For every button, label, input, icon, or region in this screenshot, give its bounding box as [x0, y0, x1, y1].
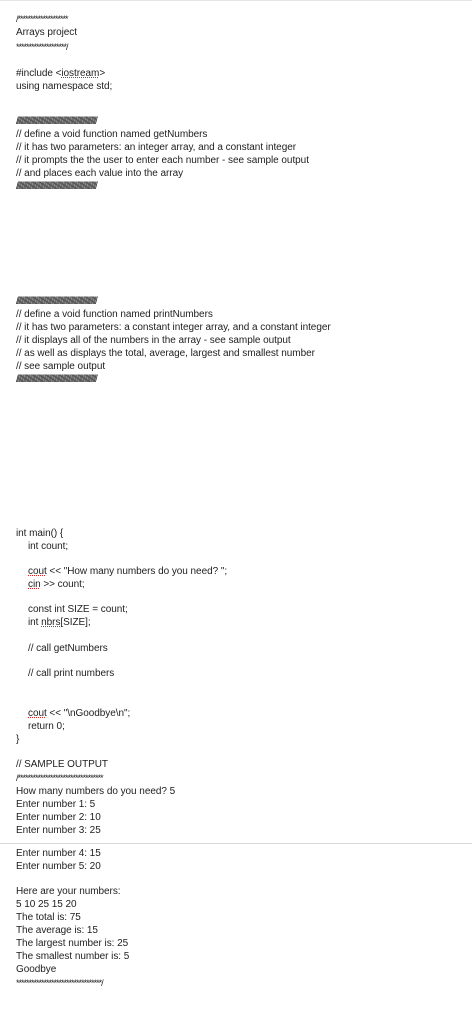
- print-block-line: // see sample output: [16, 361, 106, 372]
- call-get-comment: // call getNumbers: [28, 643, 108, 654]
- const-size-line: const int SIZE = count;: [28, 604, 128, 615]
- sample-close-comment: **********************************/: [16, 978, 103, 988]
- cin-keyword: cin: [28, 579, 41, 590]
- cout-keyword: cout: [28, 566, 47, 577]
- call-print-comment: // call print numbers: [28, 668, 115, 679]
- sample-line: The total is: 75: [16, 912, 81, 923]
- sample-line: The largest number is: 25: [16, 938, 129, 949]
- cout-keyword: cout: [28, 708, 47, 719]
- print-block-divider-top: ////////////////////////////////////////////////////////////////////: [16, 296, 97, 307]
- get-block-line: // define a void function named getNumbers: [16, 129, 208, 140]
- sample-line: The average is: 15: [16, 925, 98, 936]
- sample-line: Here are your numbers:: [16, 886, 121, 897]
- print-block-line: // as well as displays the total, average, largest and smallest number: [16, 348, 315, 359]
- nbrs-word: nbrs: [41, 617, 61, 628]
- count-declaration: int count;: [28, 541, 69, 552]
- main-signature: int main() {: [16, 528, 64, 539]
- get-block-line: // and places each value into the array: [16, 168, 184, 179]
- include-prefix: #include <: [16, 68, 62, 79]
- sample-line: Goodbye: [16, 964, 57, 975]
- print-block-line: // it has two parameters: a constant integer array, and a constant integer: [16, 322, 331, 333]
- nbrs-declaration: [28, 617, 91, 629]
- sample-line: The smallest number is: 5: [16, 951, 130, 962]
- sample-line: Enter number 2: 10: [16, 812, 101, 823]
- cout-goodbye-text: << "\nGoodbye\n";: [46, 708, 131, 719]
- header-title: Arrays project: [16, 27, 77, 38]
- sample-line: Enter number 4: 15: [16, 848, 101, 859]
- sample-line: Enter number 5: 20: [16, 861, 101, 872]
- page-break-divider: [0, 843, 472, 844]
- sample-line: How many numbers do you need? 5: [16, 786, 176, 797]
- get-block-line: // it has two parameters: an integer array, and a constant integer: [16, 142, 297, 153]
- print-block-line: // it displays all of the numbers in the array - see sample output: [16, 335, 291, 346]
- cout-prompt-text: << "How many numbers do you need? ";: [46, 566, 228, 577]
- sample-line: Enter number 3: 25: [16, 825, 101, 836]
- cin-text: >> count;: [40, 579, 85, 590]
- header-open-comment: /********************: [16, 14, 68, 24]
- namespace-line: using namespace std;: [16, 81, 113, 92]
- sample-output-heading: // SAMPLE OUTPUT: [16, 759, 108, 770]
- include-lib: iostream: [61, 68, 100, 79]
- nbrs-prefix: int: [28, 617, 42, 628]
- include-suffix: >: [99, 68, 106, 79]
- get-block-divider-top: ////////////////////////////////////////////////////////////////////: [16, 116, 97, 127]
- cin-line: [28, 579, 85, 591]
- get-block-line: // it prompts the the user to enter each number - see sample output: [16, 155, 309, 166]
- print-block-divider-bottom: ////////////////////////////////////////////////////////////////////: [16, 374, 97, 385]
- main-close-brace: }: [16, 734, 20, 745]
- sample-line: 5 10 25 15 20: [16, 899, 77, 910]
- sample-open-comment: /**********************************: [16, 773, 103, 783]
- get-block-divider-bottom: ////////////////////////////////////////////////////////////////////: [16, 181, 97, 192]
- sample-line: Enter number 1: 5: [16, 799, 96, 810]
- include-line: [16, 68, 105, 80]
- return-statement: return 0;: [28, 721, 65, 732]
- header-close-comment: ********************/: [16, 42, 68, 52]
- cout-goodbye-line: [28, 708, 130, 720]
- top-divider: [0, 0, 472, 1]
- cout-prompt-line: [28, 566, 227, 578]
- nbrs-suffix: [SIZE];: [60, 617, 91, 628]
- print-block-line: // define a void function named printNumbers: [16, 309, 213, 320]
